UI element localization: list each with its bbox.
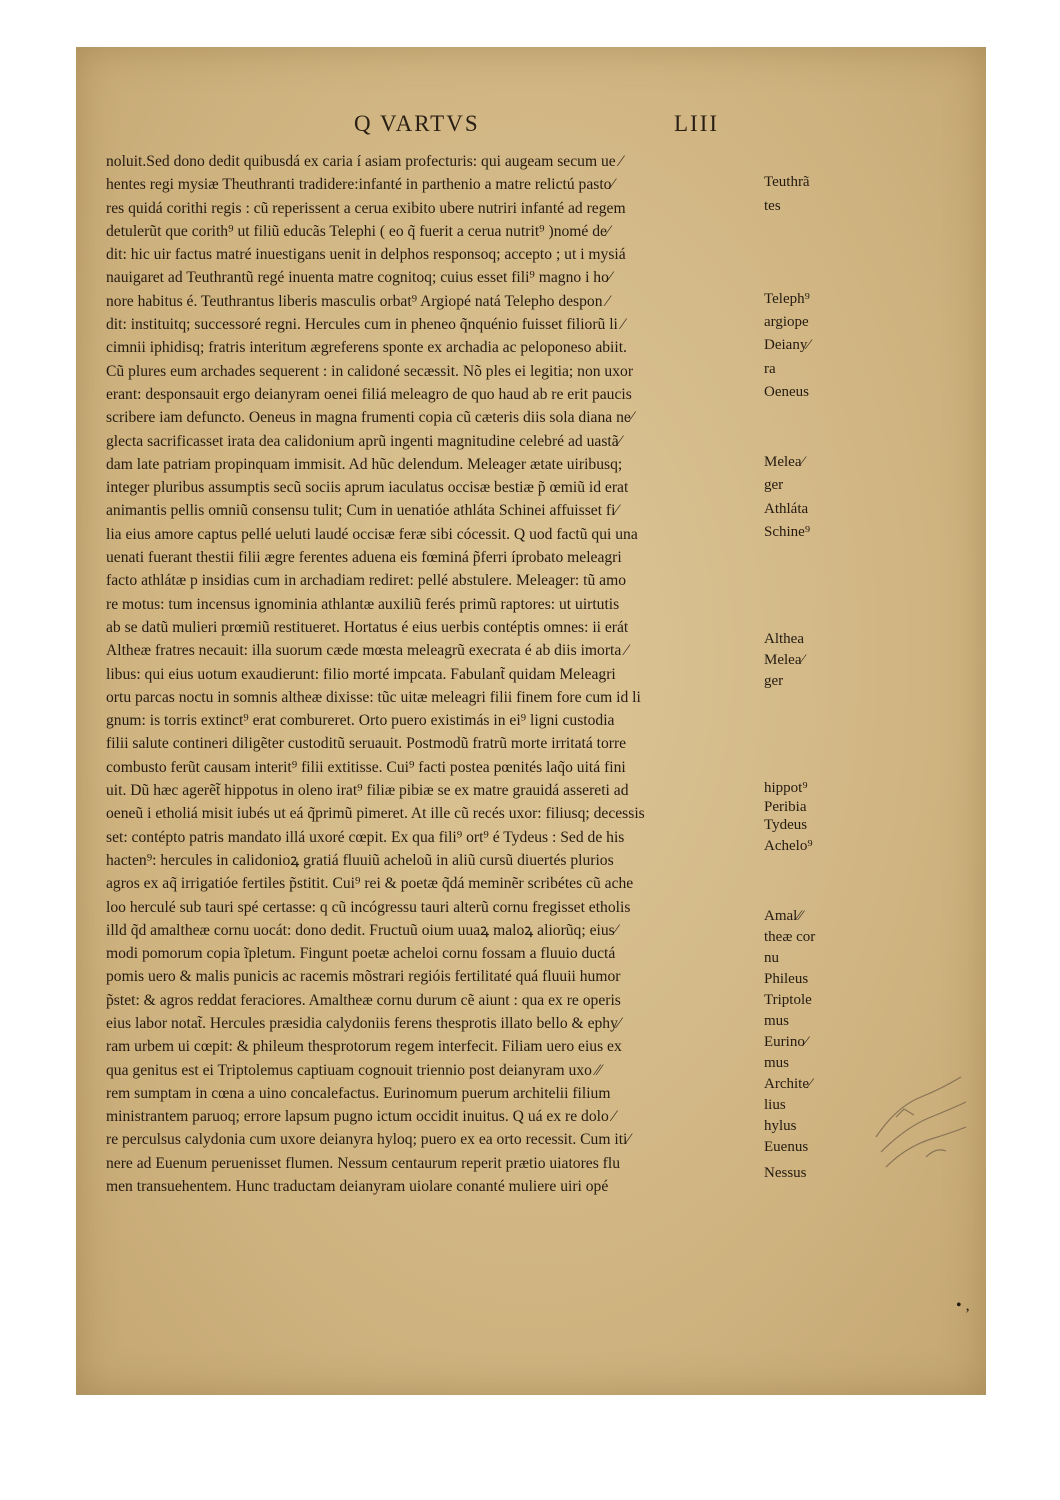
text-line: ram urbem ui cœpit: & phileum thesprotorum regem interfecit. Filiam uero eius ex — [106, 1038, 622, 1056]
text-line: nere ad Euenum peruenisset flumen. Nessum centaurum reperit prætio uiatores flu — [106, 1154, 620, 1172]
text-line: hentes regi mysiæ Theuthranti tradidere:infanté in parthenio a matre relictú pasto⁄ — [106, 176, 615, 194]
running-title: Q VARTVS — [354, 111, 480, 136]
marginal-note: ger — [764, 477, 784, 494]
text-line: re perculsus calydonia cum uxore deianyra hyloq; puero ex ea orto recessit. Cum iti⁄ — [106, 1131, 630, 1149]
marginal-note: hylus — [764, 1117, 797, 1134]
text-line: combusto ferũt causam interit⁹ filii extitisse. Cui⁹ facti postea pœnités laq̃o uitá fini — [106, 758, 626, 776]
marginal-note: Euenus — [764, 1138, 809, 1155]
text-line: animantis pellis omniũ consensu tulit; Cum in uenatióe athláta Schinei affuisset fi⁄ — [106, 502, 619, 520]
text-line: ab se datũ mulieri prœmiũ restitueret. Hortatus é eius uerbis contéptis omnes: ii erát — [106, 618, 629, 636]
text-line: agros ex aq̃ irrigatióe fertiles p̃stitit. Cui⁹ rei & poetæ q̃dá meminẽr scribétes cũ ache — [106, 875, 634, 893]
text-line: glecta sacrificasset irata dea calidonium aprũ ingenti magnitudine celebré ad uastã⁄ — [106, 432, 622, 450]
text-line: hacten⁹: hercules in calidonioꝝ gratiá fluuiũ acheloũ in aliũ cursũ diuertés plurios — [106, 851, 614, 869]
marginal-note: tes — [764, 197, 781, 214]
folio-number: LIII — [674, 111, 720, 136]
text-line: dam late patriam propinquam immisit. Ad hũc delendum. Meleager ætate uiribusq; — [106, 455, 623, 473]
marginal-note: Archite⁄ — [764, 1076, 812, 1092]
marginal-note: hippot⁹ — [764, 780, 808, 797]
text-line: integer pluribus assumptis secũ sociis aprum iaculatus occisæ bestiæ p̃ œmiũ id erat — [106, 479, 629, 497]
marginal-note: Peribia — [764, 798, 807, 815]
marginal-note: Nessus — [764, 1164, 807, 1181]
text-line: gnum: is torris extinct⁹ erat combureret. Orto puero existimás in ei⁹ ligni custodia — [106, 712, 615, 730]
marginal-note: argiope — [764, 314, 809, 331]
marginal-note: Achelo⁹ — [764, 838, 813, 855]
text-line: res quidá corithi regis : cũ reperissent a cerua exibito ubere nutriri infanté ad regem — [106, 199, 626, 217]
marginal-note: mus — [764, 1013, 790, 1030]
marginal-note: Athláta — [764, 500, 809, 517]
marginal-note: Teleph⁹ — [764, 290, 810, 307]
marginal-note: Melea⁄ — [764, 453, 804, 470]
text-line: filii salute contineri diligẽter custoditũ seruauit. Postmodũ fratrũ morte irritatá torre — [106, 735, 627, 753]
text-line: ortu parcas noctu in somnis altheæ dixisse: tũc uitæ meleagri filii finem fore cum id li — [106, 688, 641, 706]
text-line: facto athlátæ p insidias cum in archadiam rediret: pellé abstulere. Meleager: tũ amo — [106, 572, 627, 590]
marginal-note: Oeneus — [764, 384, 809, 400]
marginal-note: Eurino⁄ — [764, 1034, 808, 1051]
marginal-note: ger — [764, 672, 784, 689]
marginal-note: Tydeus — [764, 817, 808, 834]
marginal-note: nu — [764, 950, 779, 967]
text-line: illd q̃d amaltheæ cornu uocát: dono dedit. Fructuũ oium uuaꝝ maloꝝ aliorũq; eius⁄ — [106, 921, 618, 939]
text-line: cimnii iphidisq; fratris interitum ægreferens sponte ex archadia ac peloponeso abiit. — [106, 339, 627, 357]
book-page — [76, 47, 986, 1395]
text-line: erant: desponsauit ergo deianyram oenei filiá meleagro de quo haud ab re erit paucis — [106, 385, 632, 403]
marginal-note: Amal⁄⁄ — [764, 908, 803, 925]
text-line: dit: hic uir factus matré inuestigans uenit in delphos responsoq; accepto ; ut i mysiá — [106, 246, 626, 264]
text-line: libus: qui eius uotum exaudierunt: filio morté impcata. Fabulant̃ quidam Meleagri — [106, 665, 616, 683]
text-line: ministrantem paruoq; errore lapsum pugno ictum occidit inuitus. Q uá ex re dolo ⁄ — [106, 1108, 616, 1126]
text-line: oeneũ i etholiá misit iubés ut eá q̃primũ pimeret. At ille cũ recés uxor: filiusq; decessis — [106, 805, 645, 823]
text-line: pomis uero & malis punicis ac racemis mõstrari regióis fertilitaté quá fluuii humor — [106, 968, 621, 986]
main-text-column — [106, 150, 809, 1198]
marginal-note: Triptole — [764, 992, 812, 1009]
text-line: nore habitus é. Teuthrantus liberis masculis orbat⁹ Argiopé natá Telepho despon ⁄ — [106, 292, 610, 310]
text-line: p̃stet: & agros reddat feraciores. Amaltheæ cornu durum cẽ aiunt : qua ex re operis — [106, 991, 621, 1009]
marginal-note: ra — [764, 360, 776, 377]
text-line: re motus: tum incensus ignominia athlantæ auxiliũ ferés primũ raptores: ut uirtutis — [106, 595, 620, 613]
text-line: uenati fuerant thestii filii ægre ferentes aduena eis fœminá p̃ferri íprobato meleagri — [106, 549, 622, 567]
text-line: modi pomorum copia ĩpletum. Fingunt poetæ acheloi cornu fossam a fluuio ductá — [106, 945, 616, 963]
marginal-note: Schine⁹ — [764, 523, 811, 540]
text-line: uit. Dũ hæc agerẽt̃ hippotus in oleno irat⁹ filiæ pibiæ se ex matre grauidá assereti ad — [106, 782, 629, 800]
text-line: rem sumptam in cœna a uino concalefactus. Eurinomum puerum architelii filium — [106, 1084, 611, 1102]
marginal-note: theæ cor — [764, 929, 816, 946]
text-line: dit: instituitq; successoré regni. Hercules cum in pheneo q̃nquénio fuisset filiorũ li ⁄ — [106, 316, 625, 334]
text-line: scribere iam defuncto. Oeneus in magna frumenti copia cũ cæteris diis sola diana ne⁄ — [106, 409, 634, 427]
trailing-mark: • , — [956, 1297, 970, 1314]
marginal-note: lius — [764, 1096, 786, 1113]
marginal-note: Melea⁄ — [764, 651, 804, 668]
text-line: lia eius amore captus pellé ueluti laudé occisæ feræ sibi cócessit. Q uod factũ qui una — [106, 525, 638, 543]
text-line: Cũ plures eum archades sequerent : in calidoné secæssit. Nõ ples ei legitia; non uxor — [106, 362, 634, 380]
text-line: eius labor notat̃. Hercules præsidia calydoniis ferens thesprotis illato bello & ephy⁄ — [106, 1014, 621, 1032]
text-line: Altheæ fratres necauit: illa suorum cæde mœsta meleagrũ execrata é ab diis imorta ⁄ — [106, 642, 628, 660]
page-header — [76, 111, 986, 141]
text-line: men transuehentem. Hunc traductam deianyram uiolare conanté muliere uiri opé — [106, 1178, 609, 1196]
marginal-note: Althea — [764, 630, 804, 647]
marginal-note: Deiany⁄ — [764, 337, 810, 354]
text-line: qua genitus est ei Triptolemus captiuam cognouit triennio post deianyram uxo ⁄⁄ — [106, 1061, 602, 1079]
marginal-note: Phileus — [764, 971, 809, 988]
text-line: detulerũt que corith⁹ ut filiũ educãs Telephi ( eo q̃ fuerit a cerua nutrit⁹ )nomé de⁄ — [106, 222, 610, 240]
text-line: nauigaret ad Teuthrantũ regé inuenta matre cognitoq; cuius esset fili⁹ magno i ho⁄ — [106, 269, 612, 287]
marginal-note: mus — [764, 1055, 790, 1072]
text-line: set: contépto patris mandato illá uxoré cœpit. Ex qua fili⁹ ort⁹ é Tydeus : Sed de his — [106, 828, 625, 846]
library-stamp-icon — [866, 1057, 976, 1177]
text-line: noluit.Sed dono dedit quibusdá ex caria í asiam profecturis: qui augeam secum ue ⁄ — [106, 153, 623, 170]
marginal-note: Teuthrã — [764, 174, 810, 191]
text-line: loo herculé sub tauri spé certasse: q cũ incógressu tauri alterũ cornu fregisset etholis — [106, 898, 631, 916]
